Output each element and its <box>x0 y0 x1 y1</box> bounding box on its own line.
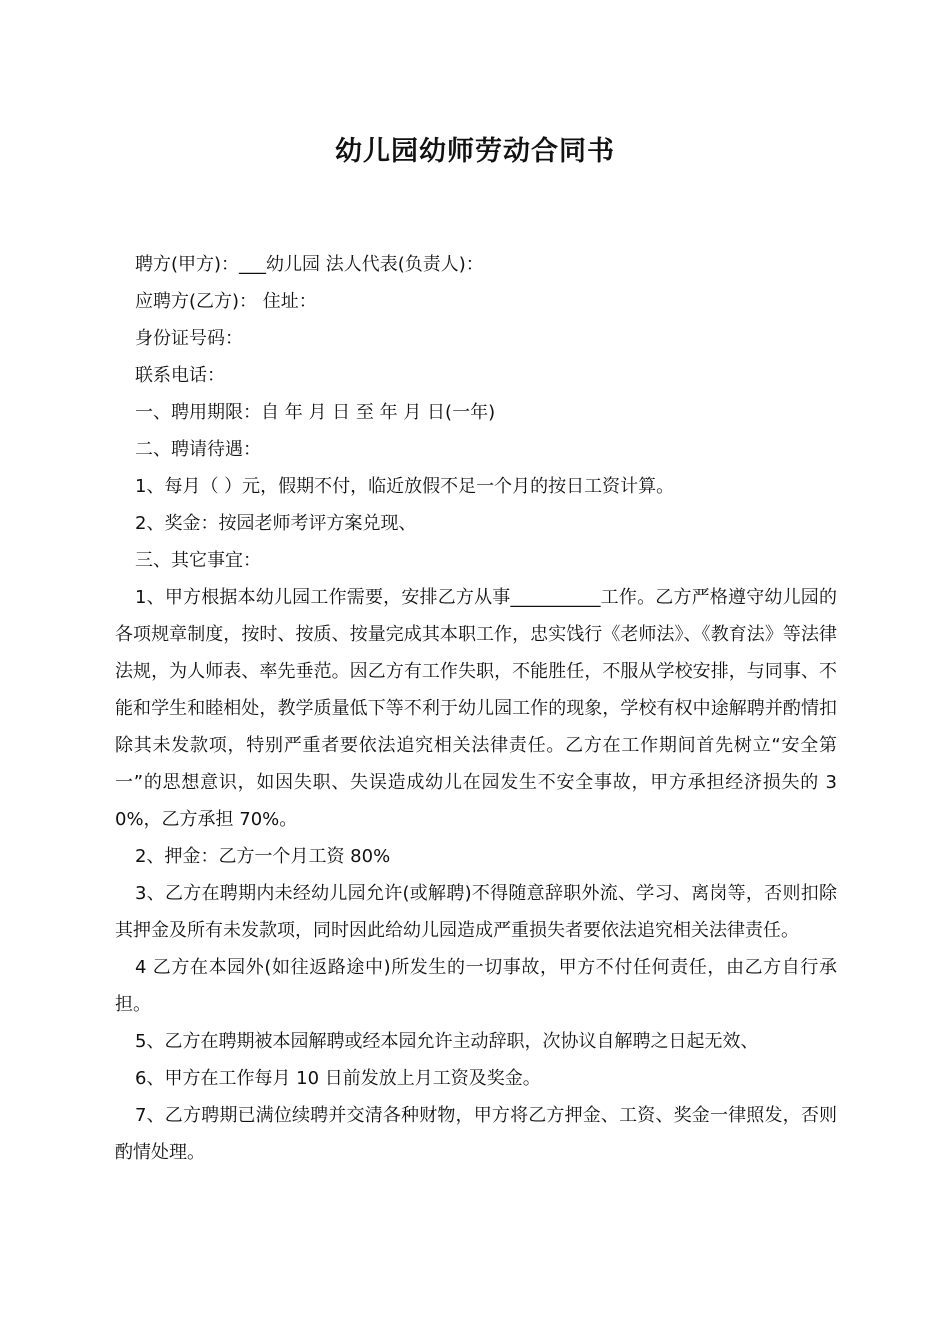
other-clause-2: 2、押金：乙方一个月工资 80% <box>135 846 391 867</box>
pay-clause-1: 1、每月（ ）元，假期不付，临近放假不足一个月的按日工资计算。 <box>135 476 675 497</box>
document-title: 幼儿园幼师劳动合同书 <box>335 136 615 167</box>
other-clause-3: 3、乙方在聘期内未经幼儿园允许(或解聘)不得随意辞职外流、学习、离岗等，否则扣除其押金及所有未发款项，同时因此给幼儿园造成严重损失者要依法追究相关法律责任。 <box>115 883 837 941</box>
section-other-heading: 三、其它事宜： <box>135 550 261 571</box>
document-body <box>115 246 837 1171</box>
other-clause-1: 1、甲方根据本幼儿园工作需要，安排乙方从事__________工作。乙方严格遵守幼儿园的各项规章制度，按时、按质、按量完成其本职工作，忠实饯行《老师法》、《教育法》等法律法规，为人师表、率先垂范。因乙方有工作失职，不能胜任，不服从学校安排，与同事、不能和学生和睦相处，教学质量低下等不利于幼儿园工作的现象，学校有权中途解聘并酌情扣除其未发款项，特别严重者要依法追究相关法律责任。乙方在工作期间首先树立“安全第一”的思想意识，如因失职、失误造成幼儿在园发生不安全事故，甲方承担经济损失的 30%，乙方承担 70%。 <box>115 587 837 830</box>
party-a-line: 聘方(甲方)：___幼儿园 法人代表(负责人)： <box>135 254 484 275</box>
section-pay-heading: 二、聘请待遇： <box>135 439 261 460</box>
party-b-line: 应聘方(乙方)： 住址： <box>135 291 317 312</box>
other-clause-7: 7、乙方聘期已满位续聘并交清各种财物，甲方将乙方押金、工资、奖金一律照发，否则酌情处理。 <box>115 1105 837 1163</box>
other-clause-4: 4 乙方在本园外(如往返路途中)所发生的一切事故，甲方不付任何责任，由乙方自行承担。 <box>115 957 837 1015</box>
id-number-line: 身份证号码： <box>135 328 243 349</box>
other-clause-6: 6、甲方在工作每月 10 日前发放上月工资及奖金。 <box>135 1068 541 1089</box>
other-clause-5: 5、乙方在聘期被本园解聘或经本园允许主动辞职，次协议自解聘之日起无效、 <box>135 1031 759 1052</box>
section-term: 一、聘用期限：自 年 月 日 至 年 月 日(一年) <box>135 402 496 423</box>
phone-line: 联系电话： <box>135 365 225 386</box>
pay-clause-2: 2、奖金：按园老师考评方案兑现、 <box>135 513 417 534</box>
